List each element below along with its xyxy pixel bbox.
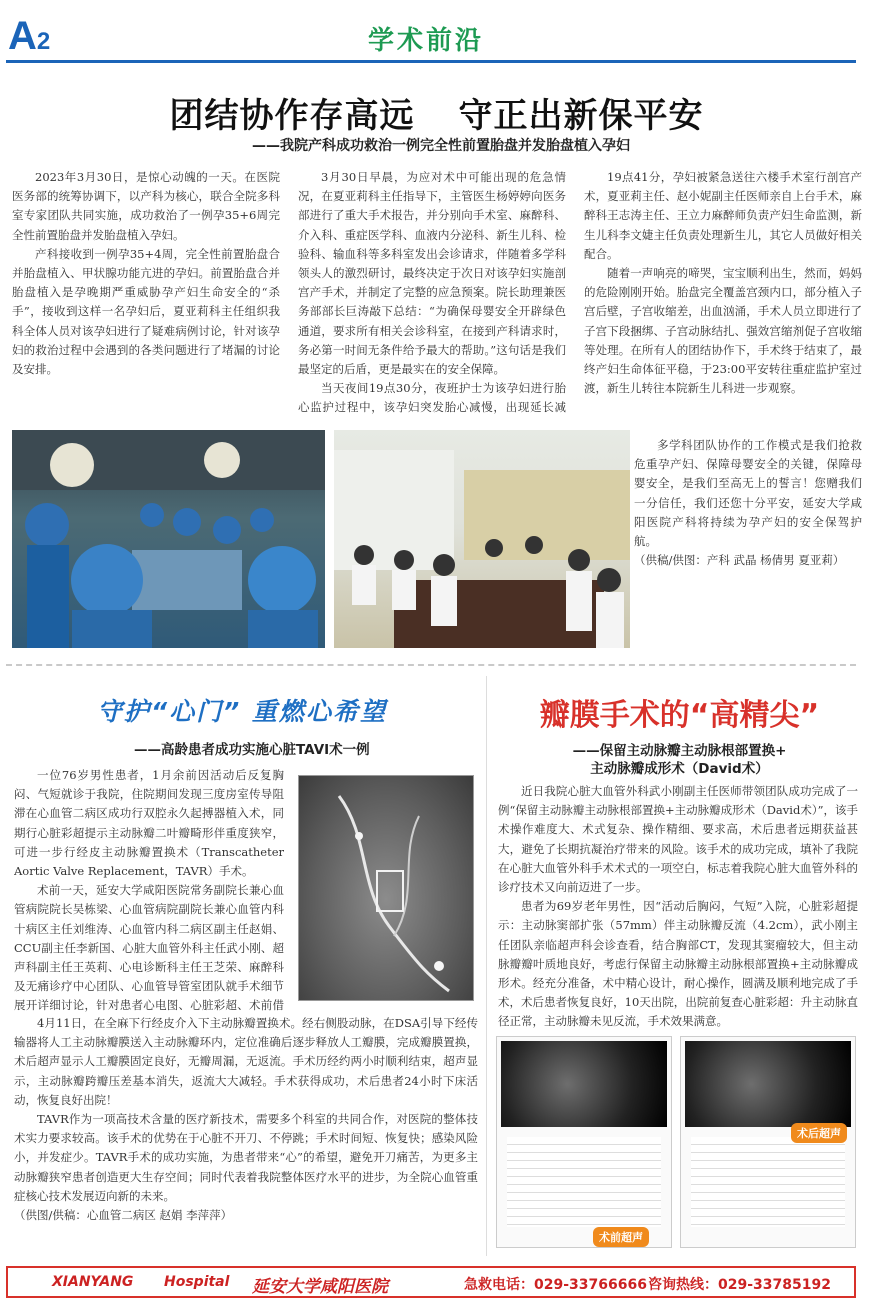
footer-emergency-phone: 急救电话：029-33766666 [464, 1277, 647, 1293]
report-text-lines [507, 1137, 661, 1227]
footer-en-hospital: Hospital [164, 1274, 230, 1290]
article3-subtitle [486, 742, 873, 778]
article1-column-3 [584, 168, 862, 432]
article2-body-bottom [14, 1014, 478, 1250]
footer-content [8, 1268, 854, 1296]
article2-byline: （供图/供稿：心血管二病区 赵娟 李萍萍） [14, 1208, 233, 1223]
surgery-photo-illustration [12, 430, 325, 648]
article1-paragraph: 多学科团队协作的工作模式是我们抢救危重孕产妇、保障母婴安全的关键，保障母婴安全，是我们至高无上的誓言！您赠我们一分信任，我们还您十分平安，延安大学咸阳医院产科将持续为孕产妇的安全保驾护航。 [634, 438, 862, 549]
article1-paragraph: 当天夜间19点30分，夜班护士为该孕妇进行胎心监护过程中，该孕妇突发胎心减慢，出现延长减 [298, 381, 566, 415]
page-number [8, 16, 50, 62]
article2-title: 守护“心门” 重燃心希望 [97, 697, 387, 726]
article1-paragraph: 产科接收到一例孕35+4周，完全性前置胎盘合并胎盘植入、甲状腺功能亢进的孕妇。前置胎盘合并胎盘植入是孕晚期严重威胁孕产妇生命安全的“杀手”，接收到这样一名孕妇后，夏亚莉科主任组织我科全体人员对该孕妇进行了疑难病例讨论，针对该孕妇的救治过程中会遇到的各类问题进行了堵漏的讨论及安排。 [12, 246, 280, 377]
meeting-photo [334, 430, 630, 648]
article1-paragraph: 2023年3月30日，是惊心动魄的一天。在医院医务部的统筹协调下，以产科为核心，联合全院多科室专家团队共同实施，成功救治了一例孕35+6周完全性前置胎盘并发胎盘植入孕妇。 [12, 170, 280, 242]
article1-paragraph: 19点41分，孕妇被紧急送往六楼手术室行剖宫产术，夏亚莉主任、赵小妮副主任医师亲自上台手术，麻醉科王志涛主任、王立力麻醉师负责产妇生命监测，新生儿科李文婕主任负责处理新生儿，其它人员做好相关配合。 [584, 170, 862, 261]
article1-paragraph: 3月30日早晨，为应对术中可能出现的危急情况，在夏亚莉科主任指导下，主管医生杨婷婷向医务部进行了重大手术报告，并分别向手术室、麻醉科、介入科、重症医学科、血液内分泌科、新生儿科、检验科、输血科等多科室发出会诊请求，伴随着多学科领头人的激烈研讨，最终决定于次日对该孕妇实施剖宫产手术，并制定了完整的应急预案。院长助理兼医务部部长巨涛敲下总结：“为确保母婴安全开辟绿色通道，要求所有相关会诊科室，在接到产科请求时，务必第一时间无条件给予最大的帮助。”这句话是我们最坚定的后盾，更是最实在的安全保障。 [298, 170, 566, 377]
article2-subtitle: ——高龄患者成功实施心脏TAVI术一例 [134, 742, 370, 758]
article1-paragraph: 随着一声响亮的啼哭，宝宝顺利出生，然而，妈妈的危险刚刚开始。胎盘完全覆盖宫颈内口，部分植入子宫后壁，子宫收缩差，出血汹涌，手术人员立即进行了子宫下段捆绑、子宫动脉结扎、强效宫缩剂促子宫收缩等处理。在所有人的团结协作下，手术终于结束了，最终产妇生命体征平稳，于23:00平安转往重症监护室过渡，新生儿转往本院新生儿科进一步观察。 [584, 266, 862, 396]
meeting-photo-illustration [334, 430, 630, 648]
footer-en-city: XIANYANG [52, 1274, 134, 1290]
header-rule [6, 60, 856, 63]
article1-title-part2: 守正出新保平安 [458, 96, 704, 136]
ultrasound-image [685, 1041, 851, 1127]
article3-subtitle-line1: ——保留主动脉瓣主动脉根部置换+ [572, 743, 787, 759]
article2-paragraph: 一位76岁男性患者，1月余前因活动后反复胸闷、气短就诊于我院，住院期间发现三度房室传导阻滞在心血管二病区成功行双腔永久起搏器植入术，同期行心脏彩超提示主动脉瓣二叶瓣畸形伴重度狭窄，可进一步行经皮主动脉瓣置换术（Transcatheter Aortic Valve Replacement，TAVR）手术。 [14, 768, 284, 879]
page-num: 2 [36, 28, 51, 55]
footer-hotline: 咨询热线：029-33785192 [648, 1277, 831, 1293]
ultrasound-image [501, 1041, 667, 1127]
article2-body-top [14, 766, 284, 1014]
article1-title [0, 88, 873, 137]
footer-hospital-name: 延安大学咸阳医院 [252, 1277, 388, 1297]
article3-paragraph: 患者为69岁老年男性，因“活动后胸闷，气短”入院，心脏彩超提示：主动脉窦部扩张（57mm）伴主动脉瓣反流（4.2cm），武小刚主任团队亲临超声科会诊查看，结合胸部CT，发现其窦瘤较大，但主动脉瓣瓣叶质地良好，考虑行保留主动脉瓣主动脉根部置换+主动脉瓣成形术。经充分准备，术中精心设计，耐心操作，圆满及顺利地完成了手术，术后患者恢复良好，10天出院，出院前复查心脏彩超：升主动脉直径正常，主动脉瓣未见反流，手术效果满意。 [498, 899, 858, 1029]
article1-column-2 [298, 168, 566, 420]
article1-title-part1: 团结协作存高远 [169, 96, 415, 136]
report-text-lines [691, 1137, 845, 1227]
article3-subtitle-line2: 主动脉瓣成形术（David术） [590, 761, 769, 777]
footer-banner [6, 1266, 856, 1298]
postop-ultrasound-report [680, 1036, 856, 1248]
xray-illustration [299, 776, 474, 1001]
article1-byline: （供稿/供图：产科 武晶 杨倩男 夏亚莉） [634, 553, 845, 568]
preop-tag: 术前超声 [593, 1227, 649, 1247]
page-letter: A [8, 14, 37, 58]
article3-body [498, 782, 858, 1032]
article1-column-3-continued [634, 436, 862, 636]
article3-title: 瓣膜手术的“高精尖” [539, 698, 820, 733]
xray-image [298, 775, 474, 1001]
section-title: 学术前沿 [368, 26, 485, 56]
article2-paragraph: TAVR作为一项高技术含量的医疗新技术，需要多个科室的共同合作，对医院的整体技术实力要求较高。该手术的优势在于心脏不开刀、不停跳；手术时间短、恢复快；感染风险小，并发症少。TAVR手术的成功实施，为患者带来“心”的希望，避免开刀痛苦，为更多主动脉瓣狭窄患者创造更大生存空间；同时代表着我院整体医疗水平的进步，为全院心血管重症核心技术发展迈向新的未来。 [14, 1112, 478, 1203]
article1-column-1 [12, 168, 280, 420]
surgery-photo [12, 430, 325, 648]
article3-paragraph: 近日我院心脏大血管外科武小刚副主任医师带领团队成功完成了一例“保留主动脉瓣主动脉根部置换+主动脉瓣成形术（David术）”，该手术操作难度大、术式复杂、操作精细、要求高，术后患者远期获益甚大，避免了长期抗凝治疗带来的风险。该手术的成功完成，填补了我院在心脏大血管外科手术术式的一项空白，标志着我院心脏大血管外科的诊疗技术又向前迈进了一步。 [498, 784, 858, 895]
postop-tag: 术后超声 [791, 1123, 847, 1143]
preop-ultrasound-report [496, 1036, 672, 1248]
article1-subtitle: ——我院产科成功救治一例完全性前置胎盘并发胎盘植入孕妇 [252, 138, 630, 154]
section-divider [6, 664, 856, 666]
article2-paragraph: 术前一天，延安大学咸阳医院常务副院长兼心血管病院院长吴栋梁、心血管病院副院长兼心血管内科十病区主任刘维涛、心血管内科二病区副主任赵娟、CCU副主任李新国、心脏大血管外科主任武小刚、超声科副主任王英莉、心电诊断科主任王芝荣、麻醉科及无痛诊疗中心团队、心血管导管室团队就手术细节展开详细讨论，针对患者心电图、心脏彩超、术前借 [14, 883, 284, 1013]
article2-paragraph: 4月11日，在全麻下行经皮介入下主动脉瓣置换术。经右侧股动脉，在DSA引导下经传输器将人工主动脉瓣膜送入主动脉瓣环内，定位准确后逐步释放人工瓣膜，完成瓣膜置换，术后超声显示人工瓣膜固定良好，无瓣周漏，无返流。手术历经约两小时顺利结束，超声显示，主动脉瓣跨瓣压差基本消失，返流大大减轻。手术获得成功，术后患者24小时下床活动，恢复良好出院！ [14, 1016, 478, 1107]
